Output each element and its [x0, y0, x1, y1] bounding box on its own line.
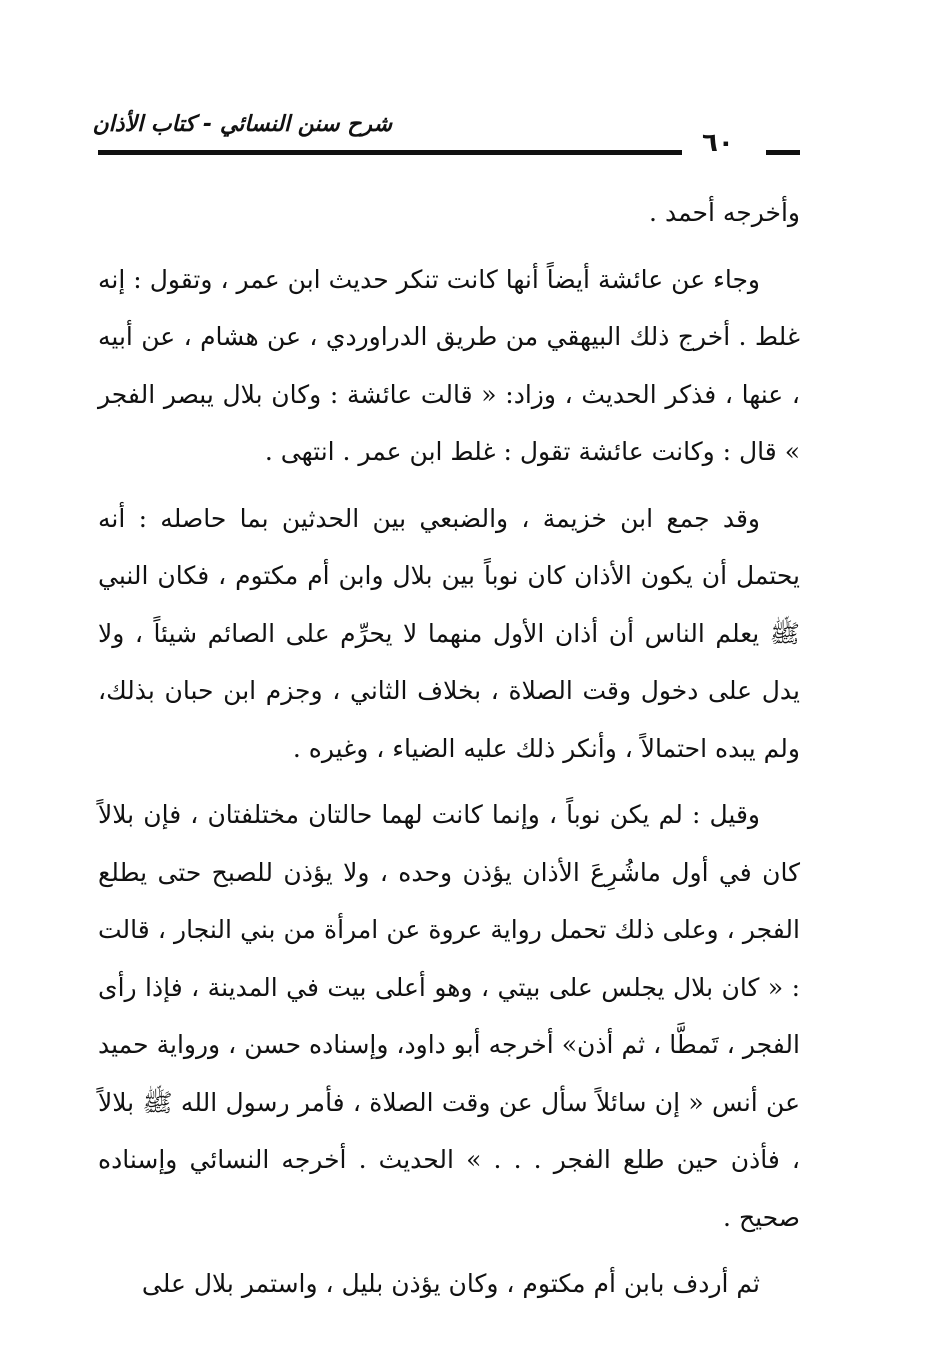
paragraph-1: وأخرجه أحمد . — [649, 198, 800, 227]
paragraph-4: وقيل : لم يكن نوباً ، وإنما كانت لهما حالتان مختلفتان ، فإن بلالاً كان في أول ماشُرِعَ الأذان يؤذن وحده ، ولا يؤذن للصبح حتى يطلع الفجر ، وعلى ذلك تحمل رواية عروة عن امرأة من بني النجار ، قالت : « كان بلال يجلس على بيتي ، وهو أعلى بيت في المدينة ، فإذا رأى الفجر ، تَمطَّا ، ثم أذن» أخرجه أبو داود، وإسناده حسن ، ورواية حميد عن أنس « إن سائلاً سأل عن وقت الصلاة ، فأمر رسول الله ﷺ بلالاً ، فأذن حين طلع الفجر . . . » الحديث . أخرجه النسائي وإسناده صحيح . — [98, 800, 800, 1232]
header-rule — [98, 150, 682, 155]
page-number-dash — [766, 150, 800, 155]
page-number: ٦٠ — [702, 128, 734, 158]
paragraph-2: وجاء عن عائشة أيضاً أنها كانت تنكر حديث ابن عمر ، وتقول : إنه غلط . أخرج ذلك البيهقي من طريق الدراوردي ، عن هشام ، عن أبيه ، عنها ، فذكر الحديث ، وزاد: « قالت عائشة : وكان بلال يبصر الفجر » قال : وكانت عائشة تقول : غلط ابن عمر . انتهى . — [98, 264, 800, 466]
paragraph-5: ثم أردف بابن أم مكتوم ، وكان يؤذن بليل ، واستمر بلال على — [141, 1269, 760, 1298]
body-text — [98, 184, 800, 1322]
running-header-title: شرح سنن النسائي - كتاب الأذان — [92, 112, 392, 137]
paragraph-3: وقد جمع ابن خزيمة ، والضبعي بين الحدثين بما حاصله : أنه يحتمل أن يكون الأذان كان نوباً بين بلال وابن أم مكتوم ، فكان النبي ﷺ يعلم الناس أن أذان الأول منهما لا يحرِّم على الصائم شيئاً ، ولا يدل على دخول وقت الصلاة ، بخلاف الثاني ، وجزم ابن حبان بذلك، ولم يبده احتمالاً ، وأنكر ذلك عليه الضياء ، وغيره . — [98, 503, 800, 763]
